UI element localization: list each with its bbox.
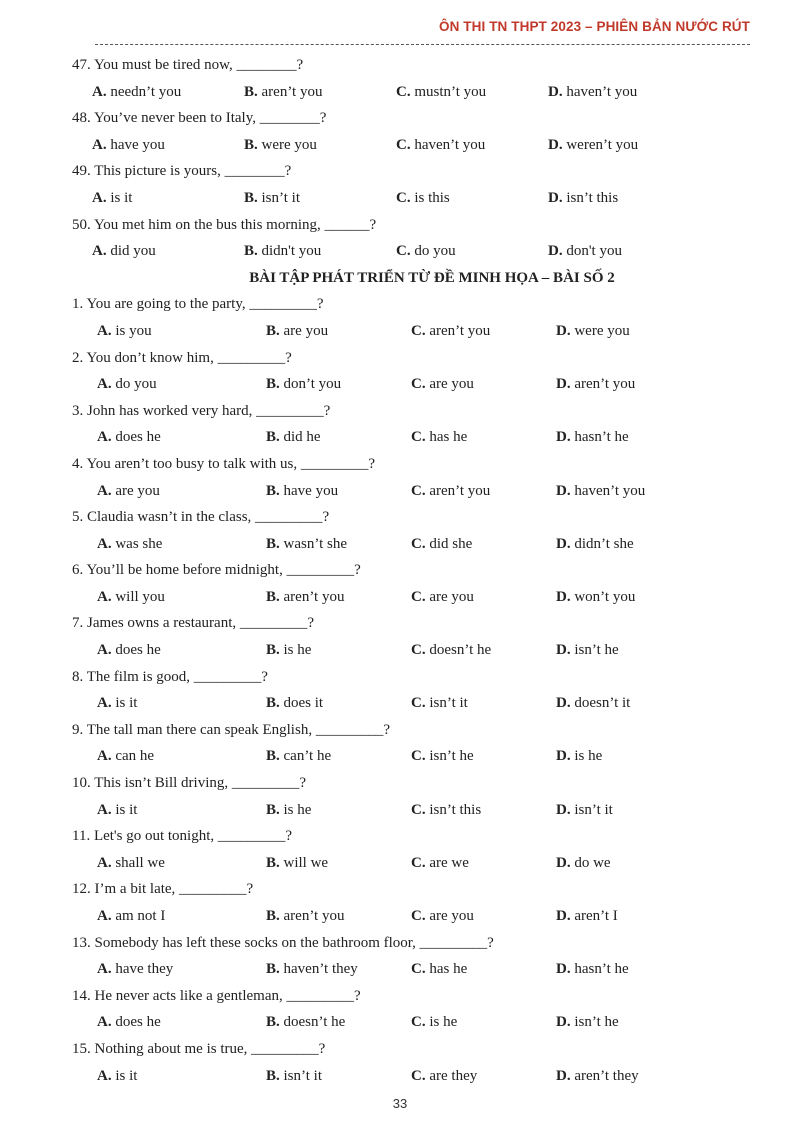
question-text: 4. You aren’t too busy to talk with us, _________? — [72, 455, 376, 472]
header-divider — [95, 44, 750, 45]
option-letter: C. — [411, 535, 426, 552]
question-text: 49. This picture is yours, ________? — [72, 163, 292, 180]
option-text: has he — [429, 961, 468, 978]
option-text: is you — [115, 322, 152, 339]
option-letter: B. — [266, 588, 280, 605]
option-d — [556, 690, 630, 717]
option-text: do we — [574, 854, 611, 871]
option-letter: C. — [411, 588, 426, 605]
option-letter: B. — [266, 322, 280, 339]
option-b — [266, 1009, 345, 1036]
option-text: hasn’t he — [574, 961, 629, 978]
option-a — [97, 850, 165, 877]
question-text: 3. John has worked very hard, _________? — [72, 402, 331, 419]
option-a — [97, 584, 165, 611]
option-a — [92, 238, 156, 265]
question-group-2 — [72, 291, 762, 1089]
option-letter: A. — [97, 961, 112, 978]
option-a — [97, 478, 160, 505]
answer-options — [72, 424, 762, 451]
option-letter: A. — [97, 588, 112, 605]
option-letter: C. — [396, 243, 411, 260]
option-letter: B. — [266, 748, 280, 765]
option-text: have you — [283, 482, 339, 499]
option-text: aren’t you — [429, 482, 491, 499]
option-letter: C. — [411, 854, 426, 871]
option-text: hasn’t he — [574, 429, 629, 446]
option-d — [556, 797, 613, 824]
option-text: isn’t this — [429, 801, 482, 818]
option-letter: B. — [266, 429, 280, 446]
question-text: 15. Nothing about me is true, _________? — [72, 1040, 326, 1057]
option-text: don’t you — [283, 376, 342, 393]
answer-options — [72, 850, 762, 877]
option-text: aren’t you — [574, 376, 636, 393]
option-d — [548, 238, 622, 265]
option-letter: B. — [244, 243, 258, 260]
option-c — [411, 1009, 457, 1036]
answer-options — [72, 584, 762, 611]
option-b — [266, 1063, 322, 1090]
answer-options — [72, 637, 762, 664]
answer-options — [72, 1063, 762, 1090]
option-letter: C. — [411, 1067, 426, 1084]
question-text: 14. He never acts like a gentleman, _________? — [72, 987, 361, 1004]
option-letter: C. — [396, 83, 411, 100]
option-letter: A. — [97, 748, 112, 765]
option-letter: B. — [266, 535, 280, 552]
option-letter: D. — [556, 1014, 571, 1031]
option-text: are we — [429, 854, 469, 871]
option-b — [266, 903, 344, 930]
option-a — [97, 1063, 137, 1090]
option-text: didn't you — [261, 243, 322, 260]
option-c — [411, 318, 490, 345]
option-a — [97, 318, 152, 345]
option-letter: A. — [97, 642, 112, 659]
question-group-1 — [72, 52, 762, 265]
option-text: is he — [429, 1014, 458, 1031]
option-letter: C. — [411, 1014, 426, 1031]
option-a — [97, 637, 161, 664]
option-b — [266, 690, 323, 717]
option-text: shall we — [115, 854, 165, 871]
option-letter: B. — [266, 1014, 280, 1031]
option-text: aren’t you — [283, 908, 345, 924]
question-text: 7. James owns a restaurant, _________? — [72, 615, 315, 632]
option-letter: B. — [266, 801, 280, 818]
question-text: 8. The film is good, _________? — [72, 668, 268, 685]
question-text: 2. You don’t know him, _________? — [72, 349, 292, 366]
answer-options — [72, 743, 762, 770]
option-letter: A. — [97, 908, 112, 924]
option-text: have you — [110, 136, 165, 153]
option-letter: B. — [266, 961, 280, 978]
option-letter: D. — [556, 535, 571, 552]
option-text: did he — [283, 429, 321, 446]
option-b — [266, 584, 344, 611]
option-text: will we — [283, 854, 329, 871]
option-a — [97, 690, 137, 717]
option-text: will you — [115, 588, 165, 605]
page-number: 33 — [392, 1096, 408, 1111]
option-text: are you — [429, 908, 474, 924]
answer-options — [72, 132, 762, 159]
option-c — [411, 743, 474, 770]
header-title: ÔN THI TN THPT 2023 – PHIÊN BẢN NƯỚC RÚT — [439, 19, 750, 34]
option-letter: A. — [97, 482, 112, 499]
option-letter: A. — [92, 189, 107, 206]
option-text: is it — [115, 801, 138, 818]
option-text: isn’t he — [429, 748, 474, 765]
option-c — [396, 132, 485, 159]
answer-options — [72, 956, 762, 983]
option-text: is it — [110, 189, 133, 206]
option-text: can’t he — [283, 748, 332, 765]
option-b — [266, 797, 311, 824]
option-text: aren’t you — [283, 588, 345, 605]
option-text: weren’t you — [566, 136, 639, 153]
option-letter: D. — [556, 748, 571, 765]
option-letter: C. — [411, 748, 426, 765]
option-letter: D. — [548, 189, 563, 206]
option-letter: B. — [266, 854, 280, 871]
option-text: does he — [115, 429, 161, 446]
option-letter: A. — [92, 136, 107, 153]
option-d — [556, 903, 618, 930]
option-d — [548, 132, 638, 159]
option-a — [97, 424, 161, 451]
option-d — [556, 1063, 639, 1090]
option-c — [411, 584, 474, 611]
option-letter: B. — [244, 83, 258, 100]
question-text: 5. Claudia wasn’t in the class, _________? — [72, 509, 330, 526]
option-letter: A. — [97, 376, 112, 393]
option-letter: D. — [556, 961, 571, 978]
option-letter: B. — [244, 136, 258, 153]
option-text: isn’t it — [574, 801, 613, 818]
question-text: 13. Somebody has left these socks on the bathroom floor, _________? — [72, 934, 494, 951]
option-text: is he — [283, 801, 312, 818]
option-letter: C. — [396, 136, 411, 153]
option-b — [266, 850, 328, 877]
option-letter: A. — [97, 535, 112, 552]
answer-options — [72, 531, 762, 558]
option-text: aren’t I — [574, 908, 618, 924]
option-d — [556, 371, 635, 398]
option-c — [411, 478, 490, 505]
option-b — [244, 132, 317, 159]
option-text: is he — [574, 748, 603, 765]
option-c — [411, 637, 491, 664]
option-letter: C. — [411, 961, 426, 978]
option-c — [411, 690, 468, 717]
option-text: won’t you — [574, 588, 636, 605]
option-text: are you — [429, 588, 474, 605]
option-b — [266, 424, 321, 451]
option-letter: A. — [97, 695, 112, 712]
option-letter: A. — [92, 243, 107, 260]
option-letter: A. — [97, 429, 112, 446]
option-b — [244, 79, 322, 106]
option-letter: D. — [556, 322, 571, 339]
option-text: doesn’t he — [283, 1014, 346, 1031]
option-text: does he — [115, 1014, 161, 1031]
option-text: aren’t you — [429, 322, 491, 339]
question-text: 10. This isn’t Bill driving, _________? — [72, 775, 307, 792]
question-text: 12. I’m a bit late, _________? — [72, 881, 254, 898]
option-text: did you — [110, 243, 156, 260]
option-letter: D. — [556, 482, 571, 499]
section-title: BÀI TẬP PHÁT TRIỂN TỪ ĐỀ MINH HỌA – BÀI SỐ 2 — [249, 269, 615, 286]
option-text: wasn’t she — [283, 535, 347, 552]
option-text: was she — [115, 535, 163, 552]
option-text: isn’t it — [261, 189, 300, 206]
option-text: are they — [429, 1067, 478, 1084]
answer-options — [72, 478, 762, 505]
option-text: isn’t it — [283, 1067, 322, 1084]
question-text: 47. You must be tired now, ________? — [72, 57, 304, 73]
option-letter: C. — [411, 482, 426, 499]
option-letter: C. — [411, 429, 426, 446]
exercise-content — [72, 52, 762, 1089]
option-b — [266, 371, 341, 398]
option-text: haven’t you — [414, 136, 486, 153]
option-text: are you — [429, 376, 474, 393]
question-text: 11. Let's go out tonight, _________? — [72, 828, 293, 845]
option-letter: D. — [548, 243, 563, 260]
answer-options — [72, 903, 762, 930]
option-text: is it — [115, 695, 138, 712]
question-text: 1. You are going to the party, _________? — [72, 296, 324, 313]
option-text: can he — [115, 748, 155, 765]
option-text: am not I — [115, 908, 166, 924]
option-text: does it — [283, 695, 324, 712]
option-letter: C. — [411, 801, 426, 818]
option-letter: C. — [411, 376, 426, 393]
option-b — [244, 185, 300, 212]
option-a — [97, 743, 154, 770]
option-text: isn’t this — [566, 189, 619, 206]
option-text: were you — [574, 322, 630, 339]
option-letter: D. — [556, 1067, 571, 1084]
option-letter: C. — [411, 642, 426, 659]
option-text: haven’t you — [574, 482, 646, 499]
option-text: did she — [429, 535, 473, 552]
option-a — [92, 185, 132, 212]
option-a — [97, 531, 162, 558]
option-c — [396, 79, 486, 106]
option-text: haven’t you — [566, 83, 638, 100]
option-c — [411, 531, 472, 558]
option-text: aren’t you — [261, 83, 323, 100]
option-a — [97, 956, 173, 983]
option-c — [411, 850, 469, 877]
option-text: does he — [115, 642, 161, 659]
option-text: haven’t they — [283, 961, 358, 978]
option-letter: D. — [556, 376, 571, 393]
answer-options — [72, 690, 762, 717]
option-letter: A. — [97, 854, 112, 871]
option-text: do you — [115, 376, 157, 393]
option-letter: B. — [266, 482, 280, 499]
option-text: didn’t she — [574, 535, 634, 552]
answer-options — [72, 79, 762, 106]
answer-options — [72, 1009, 762, 1036]
question-text: 50. You met him on the bus this morning, ______? — [72, 216, 377, 233]
option-c — [396, 238, 456, 265]
option-letter: D. — [556, 801, 571, 818]
option-letter: C. — [411, 322, 426, 339]
option-letter: A. — [97, 1014, 112, 1031]
option-text: were you — [261, 136, 317, 153]
option-a — [92, 132, 165, 159]
option-text: needn’t you — [110, 83, 182, 100]
option-d — [556, 584, 635, 611]
option-letter: B. — [244, 189, 258, 206]
option-text: are you — [283, 322, 329, 339]
option-letter: D. — [556, 429, 571, 446]
option-d — [556, 956, 629, 983]
option-c — [411, 956, 467, 983]
option-text: aren’t they — [574, 1067, 639, 1084]
answer-options — [72, 318, 762, 345]
option-d — [556, 424, 629, 451]
option-letter: D. — [556, 908, 571, 924]
option-letter: C. — [411, 695, 426, 712]
question-text: 6. You’ll be home before midnight, _________? — [72, 562, 361, 579]
option-letter: B. — [266, 695, 280, 712]
option-a — [97, 797, 137, 824]
option-b — [266, 637, 311, 664]
option-c — [411, 797, 481, 824]
option-text: has he — [429, 429, 468, 446]
option-b — [266, 318, 328, 345]
option-text: isn’t it — [429, 695, 468, 712]
option-text: have they — [115, 961, 174, 978]
option-text: is he — [283, 642, 312, 659]
option-text: mustn’t you — [414, 83, 487, 100]
option-letter: D. — [556, 695, 571, 712]
option-b — [244, 238, 321, 265]
option-d — [556, 1009, 619, 1036]
answer-options — [72, 371, 762, 398]
option-letter: B. — [266, 642, 280, 659]
option-b — [266, 956, 358, 983]
option-letter: D. — [556, 854, 571, 871]
option-d — [556, 743, 602, 770]
option-letter: A. — [97, 1067, 112, 1084]
option-text: are you — [115, 482, 160, 499]
option-d — [556, 478, 645, 505]
option-d — [556, 637, 619, 664]
question-text: 9. The tall man there can speak English, _________? — [72, 721, 390, 738]
option-b — [266, 743, 331, 770]
option-b — [266, 531, 347, 558]
option-d — [556, 318, 630, 345]
option-text: is it — [115, 1067, 138, 1084]
option-letter: C. — [396, 189, 411, 206]
option-letter: C. — [411, 908, 426, 924]
option-text: doesn’t he — [429, 642, 492, 659]
option-text: doesn’t it — [574, 695, 631, 712]
option-d — [548, 185, 618, 212]
option-text: is this — [414, 189, 450, 206]
option-letter: D. — [556, 642, 571, 659]
option-a — [92, 79, 181, 106]
option-letter: B. — [266, 1067, 280, 1084]
option-a — [97, 1009, 161, 1036]
option-c — [396, 185, 450, 212]
option-a — [97, 371, 157, 398]
option-letter: B. — [266, 908, 280, 924]
option-letter: D. — [556, 588, 571, 605]
option-c — [411, 371, 474, 398]
option-letter: D. — [548, 136, 563, 153]
option-a — [97, 903, 165, 930]
question-text: 48. You’ve never been to Italy, ________? — [72, 110, 327, 127]
option-letter: A. — [92, 83, 107, 100]
option-text: isn’t he — [574, 642, 619, 659]
option-letter: A. — [97, 801, 112, 818]
option-c — [411, 1063, 477, 1090]
option-d — [556, 531, 634, 558]
option-c — [411, 903, 474, 930]
answer-options — [72, 797, 762, 824]
option-c — [411, 424, 467, 451]
option-letter: A. — [97, 322, 112, 339]
option-text: isn’t he — [574, 1014, 619, 1031]
option-text: don't you — [566, 243, 622, 260]
option-letter: B. — [266, 376, 280, 393]
option-b — [266, 478, 338, 505]
option-d — [556, 850, 611, 877]
option-letter: D. — [548, 83, 563, 100]
option-text: do you — [414, 243, 456, 260]
answer-options — [72, 185, 762, 212]
option-d — [548, 79, 637, 106]
answer-options — [72, 238, 762, 265]
